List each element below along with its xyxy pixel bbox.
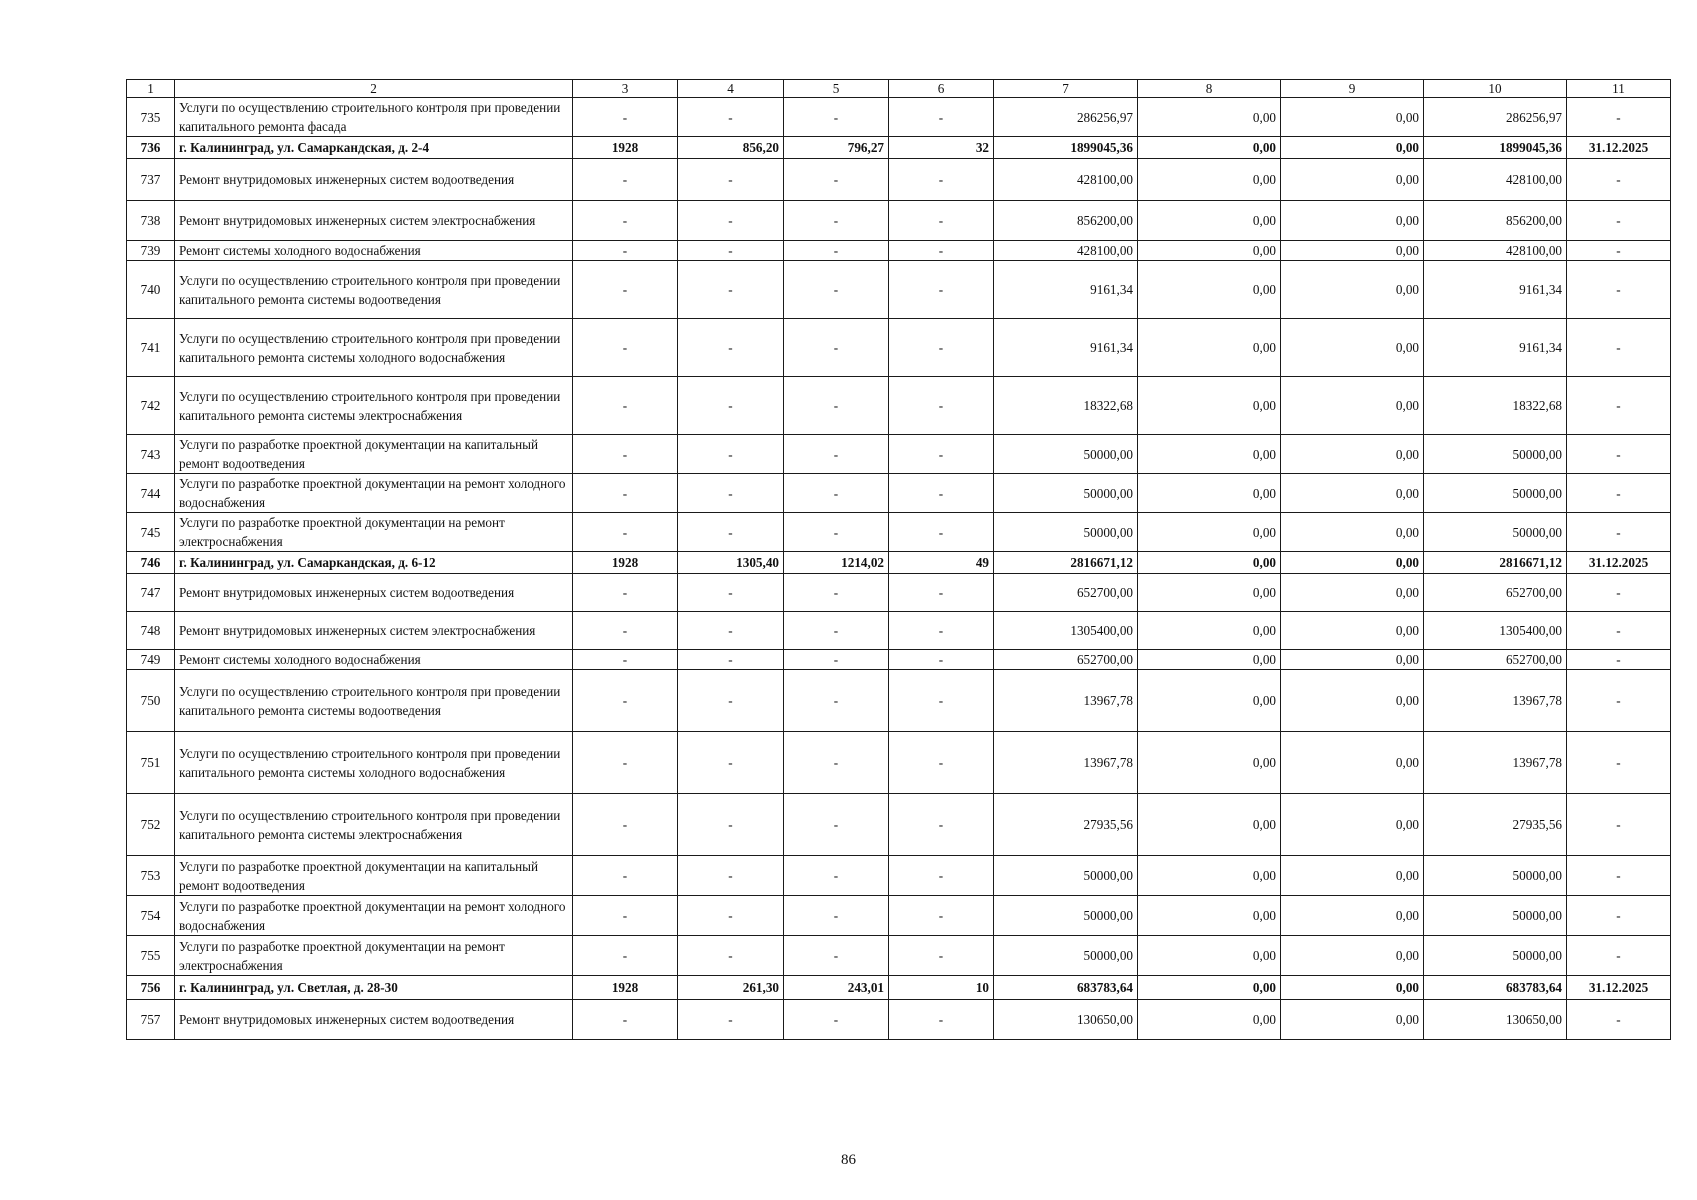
- column-number-row: [127, 80, 1671, 98]
- living-area-cell: -: [784, 241, 889, 261]
- total-cost-cell: 286256,97: [994, 98, 1138, 137]
- total-cost-cell: 856200,00: [994, 201, 1138, 241]
- completion-date-cell: 31.12.2025: [1567, 976, 1671, 1000]
- table-row: [127, 856, 1671, 896]
- living-area-cell: -: [784, 936, 889, 976]
- living-area-cell: -: [784, 670, 889, 732]
- fund-cost-cell: 0,00: [1138, 856, 1281, 896]
- table-row: [127, 201, 1671, 241]
- total-area-cell: -: [678, 319, 784, 377]
- budget-cost-cell: 0,00: [1281, 261, 1424, 319]
- owners-cost-cell: 856200,00: [1424, 201, 1567, 241]
- table-row: [127, 574, 1671, 612]
- total-cost-cell: 27935,56: [994, 794, 1138, 856]
- work-description-cell: г. Калининград, ул. Самаркандская, д. 2-4: [175, 137, 573, 159]
- row-number-cell: 748: [127, 612, 175, 650]
- total-cost-cell: 130650,00: [994, 1000, 1138, 1040]
- owners-cost-cell: 13967,78: [1424, 670, 1567, 732]
- build-year-cell: -: [573, 319, 678, 377]
- table-row: [127, 137, 1671, 159]
- column-header: 7: [994, 80, 1138, 98]
- residents-count-cell: -: [889, 1000, 994, 1040]
- total-cost-cell: 652700,00: [994, 650, 1138, 670]
- work-description-cell: Услуги по осуществлению строительного контроля при проведении капитального ремонта системы холодного водоснабжения: [175, 319, 573, 377]
- total-area-cell: -: [678, 201, 784, 241]
- work-description-cell: Услуги по разработке проектной документации на ремонт электроснабжения: [175, 936, 573, 976]
- row-number-cell: 752: [127, 794, 175, 856]
- residents-count-cell: 49: [889, 552, 994, 574]
- work-description-cell: г. Калининград, ул. Самаркандская, д. 6-12: [175, 552, 573, 574]
- budget-cost-cell: 0,00: [1281, 98, 1424, 137]
- fund-cost-cell: 0,00: [1138, 137, 1281, 159]
- table-row: [127, 377, 1671, 435]
- build-year-cell: 1928: [573, 976, 678, 1000]
- table-row: [127, 159, 1671, 201]
- completion-date-cell: 31.12.2025: [1567, 552, 1671, 574]
- total-area-cell: -: [678, 574, 784, 612]
- column-header: 3: [573, 80, 678, 98]
- fund-cost-cell: 0,00: [1138, 241, 1281, 261]
- owners-cost-cell: 652700,00: [1424, 574, 1567, 612]
- fund-cost-cell: 0,00: [1138, 377, 1281, 435]
- row-number-cell: 737: [127, 159, 175, 201]
- total-area-cell: -: [678, 1000, 784, 1040]
- budget-cost-cell: 0,00: [1281, 513, 1424, 552]
- residents-count-cell: -: [889, 98, 994, 137]
- living-area-cell: -: [784, 513, 889, 552]
- total-area-cell: -: [678, 936, 784, 976]
- living-area-cell: -: [784, 159, 889, 201]
- column-header: 11: [1567, 80, 1671, 98]
- build-year-cell: -: [573, 650, 678, 670]
- row-number-cell: 743: [127, 435, 175, 474]
- completion-date-cell: -: [1567, 670, 1671, 732]
- residents-count-cell: -: [889, 670, 994, 732]
- budget-cost-cell: 0,00: [1281, 241, 1424, 261]
- budget-cost-cell: 0,00: [1281, 552, 1424, 574]
- completion-date-cell: -: [1567, 1000, 1671, 1040]
- living-area-cell: -: [784, 650, 889, 670]
- build-year-cell: -: [573, 794, 678, 856]
- budget-cost-cell: 0,00: [1281, 474, 1424, 513]
- build-year-cell: -: [573, 241, 678, 261]
- fund-cost-cell: 0,00: [1138, 612, 1281, 650]
- total-area-cell: -: [678, 856, 784, 896]
- table-row: [127, 936, 1671, 976]
- owners-cost-cell: 2816671,12: [1424, 552, 1567, 574]
- column-header: 2: [175, 80, 573, 98]
- fund-cost-cell: 0,00: [1138, 794, 1281, 856]
- build-year-cell: -: [573, 159, 678, 201]
- row-number-cell: 757: [127, 1000, 175, 1040]
- row-number-cell: 735: [127, 98, 175, 137]
- total-cost-cell: 9161,34: [994, 319, 1138, 377]
- living-area-cell: -: [784, 201, 889, 241]
- build-year-cell: -: [573, 474, 678, 513]
- owners-cost-cell: 50000,00: [1424, 474, 1567, 513]
- total-cost-cell: 18322,68: [994, 377, 1138, 435]
- fund-cost-cell: 0,00: [1138, 650, 1281, 670]
- work-description-cell: Услуги по осуществлению строительного контроля при проведении капитального ремонта системы холодного водоснабжения: [175, 732, 573, 794]
- total-cost-cell: 50000,00: [994, 474, 1138, 513]
- fund-cost-cell: 0,00: [1138, 896, 1281, 936]
- budget-cost-cell: 0,00: [1281, 201, 1424, 241]
- living-area-cell: -: [784, 896, 889, 936]
- work-description-cell: Услуги по разработке проектной документации на ремонт электроснабжения: [175, 513, 573, 552]
- table-row: [127, 732, 1671, 794]
- total-cost-cell: 1899045,36: [994, 137, 1138, 159]
- build-year-cell: -: [573, 261, 678, 319]
- total-area-cell: -: [678, 794, 784, 856]
- living-area-cell: -: [784, 794, 889, 856]
- completion-date-cell: -: [1567, 435, 1671, 474]
- residents-count-cell: -: [889, 896, 994, 936]
- table-row: [127, 650, 1671, 670]
- page-number: 86: [841, 1152, 856, 1168]
- completion-date-cell: -: [1567, 856, 1671, 896]
- living-area-cell: 243,01: [784, 976, 889, 1000]
- work-description-cell: Услуги по разработке проектной документации на ремонт холодного водоснабжения: [175, 474, 573, 513]
- row-number-cell: 744: [127, 474, 175, 513]
- owners-cost-cell: 13967,78: [1424, 732, 1567, 794]
- total-cost-cell: 13967,78: [994, 732, 1138, 794]
- completion-date-cell: -: [1567, 474, 1671, 513]
- column-header: 9: [1281, 80, 1424, 98]
- residents-count-cell: -: [889, 732, 994, 794]
- table-row: [127, 552, 1671, 574]
- build-year-cell: -: [573, 936, 678, 976]
- total-cost-cell: 428100,00: [994, 241, 1138, 261]
- completion-date-cell: -: [1567, 241, 1671, 261]
- work-description-cell: Услуги по разработке проектной документации на капитальный ремонт водоотведения: [175, 435, 573, 474]
- table-row: [127, 319, 1671, 377]
- living-area-cell: -: [784, 474, 889, 513]
- completion-date-cell: -: [1567, 794, 1671, 856]
- residents-count-cell: -: [889, 650, 994, 670]
- residents-count-cell: -: [889, 435, 994, 474]
- completion-date-cell: -: [1567, 261, 1671, 319]
- owners-cost-cell: 50000,00: [1424, 513, 1567, 552]
- work-description-cell: Услуги по разработке проектной документации на ремонт холодного водоснабжения: [175, 896, 573, 936]
- column-header: 10: [1424, 80, 1567, 98]
- total-area-cell: -: [678, 435, 784, 474]
- total-area-cell: -: [678, 261, 784, 319]
- row-number-cell: 739: [127, 241, 175, 261]
- work-description-cell: Услуги по осуществлению строительного контроля при проведении капитального ремонта системы электроснабжения: [175, 377, 573, 435]
- owners-cost-cell: 50000,00: [1424, 435, 1567, 474]
- residents-count-cell: -: [889, 612, 994, 650]
- work-description-cell: Услуги по разработке проектной документации на капитальный ремонт водоотведения: [175, 856, 573, 896]
- fund-cost-cell: 0,00: [1138, 513, 1281, 552]
- row-number-cell: 749: [127, 650, 175, 670]
- row-number-cell: 754: [127, 896, 175, 936]
- row-number-cell: 742: [127, 377, 175, 435]
- residents-count-cell: -: [889, 241, 994, 261]
- living-area-cell: -: [784, 732, 889, 794]
- fund-cost-cell: 0,00: [1138, 474, 1281, 513]
- owners-cost-cell: 683783,64: [1424, 976, 1567, 1000]
- budget-cost-cell: 0,00: [1281, 732, 1424, 794]
- completion-date-cell: -: [1567, 612, 1671, 650]
- owners-cost-cell: 50000,00: [1424, 936, 1567, 976]
- column-header: 6: [889, 80, 994, 98]
- build-year-cell: -: [573, 201, 678, 241]
- completion-date-cell: -: [1567, 936, 1671, 976]
- residents-count-cell: -: [889, 474, 994, 513]
- table-row: [127, 612, 1671, 650]
- row-number-cell: 738: [127, 201, 175, 241]
- completion-date-cell: -: [1567, 319, 1671, 377]
- total-area-cell: -: [678, 612, 784, 650]
- total-cost-cell: 50000,00: [994, 896, 1138, 936]
- living-area-cell: -: [784, 1000, 889, 1040]
- budget-cost-cell: 0,00: [1281, 1000, 1424, 1040]
- fund-cost-cell: 0,00: [1138, 201, 1281, 241]
- fund-cost-cell: 0,00: [1138, 159, 1281, 201]
- work-description-cell: Ремонт внутридомовых инженерных систем электроснабжения: [175, 612, 573, 650]
- completion-date-cell: -: [1567, 159, 1671, 201]
- column-header: 5: [784, 80, 889, 98]
- row-number-cell: 741: [127, 319, 175, 377]
- build-year-cell: -: [573, 856, 678, 896]
- total-area-cell: -: [678, 241, 784, 261]
- budget-cost-cell: 0,00: [1281, 137, 1424, 159]
- living-area-cell: -: [784, 435, 889, 474]
- living-area-cell: -: [784, 261, 889, 319]
- table-row: [127, 474, 1671, 513]
- capital-repair-table: [126, 79, 1671, 1040]
- owners-cost-cell: 428100,00: [1424, 159, 1567, 201]
- completion-date-cell: -: [1567, 513, 1671, 552]
- living-area-cell: -: [784, 377, 889, 435]
- residents-count-cell: -: [889, 794, 994, 856]
- fund-cost-cell: 0,00: [1138, 435, 1281, 474]
- owners-cost-cell: 50000,00: [1424, 856, 1567, 896]
- living-area-cell: -: [784, 319, 889, 377]
- fund-cost-cell: 0,00: [1138, 98, 1281, 137]
- living-area-cell: 796,27: [784, 137, 889, 159]
- table-row: [127, 241, 1671, 261]
- owners-cost-cell: 9161,34: [1424, 319, 1567, 377]
- total-area-cell: 261,30: [678, 976, 784, 1000]
- fund-cost-cell: 0,00: [1138, 319, 1281, 377]
- work-description-cell: Услуги по осуществлению строительного контроля при проведении капитального ремонта системы водоотведения: [175, 261, 573, 319]
- build-year-cell: -: [573, 732, 678, 794]
- total-area-cell: -: [678, 474, 784, 513]
- build-year-cell: -: [573, 513, 678, 552]
- fund-cost-cell: 0,00: [1138, 732, 1281, 794]
- completion-date-cell: -: [1567, 732, 1671, 794]
- row-number-cell: 740: [127, 261, 175, 319]
- fund-cost-cell: 0,00: [1138, 552, 1281, 574]
- work-description-cell: Ремонт внутридомовых инженерных систем водоотведения: [175, 574, 573, 612]
- row-number-cell: 756: [127, 976, 175, 1000]
- row-number-cell: 753: [127, 856, 175, 896]
- residents-count-cell: -: [889, 201, 994, 241]
- work-description-cell: Ремонт системы холодного водоснабжения: [175, 650, 573, 670]
- build-year-cell: -: [573, 98, 678, 137]
- work-description-cell: Ремонт внутридомовых инженерных систем водоотведения: [175, 1000, 573, 1040]
- completion-date-cell: -: [1567, 574, 1671, 612]
- build-year-cell: -: [573, 670, 678, 732]
- residents-count-cell: -: [889, 856, 994, 896]
- budget-cost-cell: 0,00: [1281, 670, 1424, 732]
- table-row: [127, 261, 1671, 319]
- row-number-cell: 755: [127, 936, 175, 976]
- living-area-cell: -: [784, 856, 889, 896]
- budget-cost-cell: 0,00: [1281, 159, 1424, 201]
- owners-cost-cell: 18322,68: [1424, 377, 1567, 435]
- total-area-cell: -: [678, 670, 784, 732]
- row-number-cell: 736: [127, 137, 175, 159]
- total-cost-cell: 50000,00: [994, 856, 1138, 896]
- residents-count-cell: 32: [889, 137, 994, 159]
- owners-cost-cell: 50000,00: [1424, 896, 1567, 936]
- total-cost-cell: 50000,00: [994, 936, 1138, 976]
- budget-cost-cell: 0,00: [1281, 976, 1424, 1000]
- total-cost-cell: 428100,00: [994, 159, 1138, 201]
- table-row: [127, 976, 1671, 1000]
- build-year-cell: -: [573, 377, 678, 435]
- total-cost-cell: 9161,34: [994, 261, 1138, 319]
- total-area-cell: 856,20: [678, 137, 784, 159]
- build-year-cell: -: [573, 574, 678, 612]
- total-cost-cell: 13967,78: [994, 670, 1138, 732]
- budget-cost-cell: 0,00: [1281, 435, 1424, 474]
- total-area-cell: -: [678, 732, 784, 794]
- completion-date-cell: 31.12.2025: [1567, 137, 1671, 159]
- table-row: [127, 670, 1671, 732]
- budget-cost-cell: 0,00: [1281, 936, 1424, 976]
- living-area-cell: -: [784, 574, 889, 612]
- fund-cost-cell: 0,00: [1138, 1000, 1281, 1040]
- column-header: 1: [127, 80, 175, 98]
- work-description-cell: Ремонт системы холодного водоснабжения: [175, 241, 573, 261]
- living-area-cell: -: [784, 612, 889, 650]
- table-row: [127, 435, 1671, 474]
- table-row: [127, 794, 1671, 856]
- total-area-cell: -: [678, 159, 784, 201]
- work-description-cell: Услуги по осуществлению строительного контроля при проведении капитального ремонта системы электроснабжения: [175, 794, 573, 856]
- column-header: 4: [678, 80, 784, 98]
- owners-cost-cell: 130650,00: [1424, 1000, 1567, 1040]
- total-area-cell: -: [678, 98, 784, 137]
- residents-count-cell: -: [889, 513, 994, 552]
- owners-cost-cell: 286256,97: [1424, 98, 1567, 137]
- budget-cost-cell: 0,00: [1281, 896, 1424, 936]
- budget-cost-cell: 0,00: [1281, 794, 1424, 856]
- total-cost-cell: 50000,00: [994, 513, 1138, 552]
- fund-cost-cell: 0,00: [1138, 936, 1281, 976]
- fund-cost-cell: 0,00: [1138, 574, 1281, 612]
- table-row: [127, 98, 1671, 137]
- residents-count-cell: -: [889, 159, 994, 201]
- owners-cost-cell: 1305400,00: [1424, 612, 1567, 650]
- table-row: [127, 1000, 1671, 1040]
- row-number-cell: 747: [127, 574, 175, 612]
- build-year-cell: -: [573, 435, 678, 474]
- completion-date-cell: -: [1567, 896, 1671, 936]
- work-description-cell: Услуги по осуществлению строительного контроля при проведении капитального ремонта системы водоотведения: [175, 670, 573, 732]
- completion-date-cell: -: [1567, 650, 1671, 670]
- budget-cost-cell: 0,00: [1281, 650, 1424, 670]
- living-area-cell: 1214,02: [784, 552, 889, 574]
- total-area-cell: -: [678, 513, 784, 552]
- owners-cost-cell: 652700,00: [1424, 650, 1567, 670]
- total-cost-cell: 2816671,12: [994, 552, 1138, 574]
- work-description-cell: Услуги по осуществлению строительного контроля при проведении капитального ремонта фасада: [175, 98, 573, 137]
- completion-date-cell: -: [1567, 201, 1671, 241]
- table-row: [127, 513, 1671, 552]
- residents-count-cell: 10: [889, 976, 994, 1000]
- living-area-cell: -: [784, 98, 889, 137]
- work-description-cell: Ремонт внутридомовых инженерных систем водоотведения: [175, 159, 573, 201]
- build-year-cell: -: [573, 612, 678, 650]
- fund-cost-cell: 0,00: [1138, 261, 1281, 319]
- residents-count-cell: -: [889, 319, 994, 377]
- row-number-cell: 751: [127, 732, 175, 794]
- row-number-cell: 745: [127, 513, 175, 552]
- total-area-cell: -: [678, 377, 784, 435]
- total-area-cell: 1305,40: [678, 552, 784, 574]
- row-number-cell: 746: [127, 552, 175, 574]
- completion-date-cell: -: [1567, 377, 1671, 435]
- fund-cost-cell: 0,00: [1138, 670, 1281, 732]
- residents-count-cell: -: [889, 377, 994, 435]
- owners-cost-cell: 428100,00: [1424, 241, 1567, 261]
- total-cost-cell: 683783,64: [994, 976, 1138, 1000]
- total-area-cell: -: [678, 896, 784, 936]
- row-number-cell: 750: [127, 670, 175, 732]
- completion-date-cell: -: [1567, 98, 1671, 137]
- build-year-cell: -: [573, 1000, 678, 1040]
- owners-cost-cell: 1899045,36: [1424, 137, 1567, 159]
- total-cost-cell: 50000,00: [994, 435, 1138, 474]
- build-year-cell: 1928: [573, 137, 678, 159]
- total-cost-cell: 1305400,00: [994, 612, 1138, 650]
- budget-cost-cell: 0,00: [1281, 856, 1424, 896]
- total-cost-cell: 652700,00: [994, 574, 1138, 612]
- document-page: [126, 79, 1670, 1040]
- residents-count-cell: -: [889, 936, 994, 976]
- total-area-cell: -: [678, 650, 784, 670]
- owners-cost-cell: 9161,34: [1424, 261, 1567, 319]
- fund-cost-cell: 0,00: [1138, 976, 1281, 1000]
- residents-count-cell: -: [889, 574, 994, 612]
- budget-cost-cell: 0,00: [1281, 319, 1424, 377]
- work-description-cell: г. Калининград, ул. Светлая, д. 28-30: [175, 976, 573, 1000]
- column-header: 8: [1138, 80, 1281, 98]
- residents-count-cell: -: [889, 261, 994, 319]
- table-row: [127, 896, 1671, 936]
- build-year-cell: -: [573, 896, 678, 936]
- budget-cost-cell: 0,00: [1281, 612, 1424, 650]
- budget-cost-cell: 0,00: [1281, 574, 1424, 612]
- build-year-cell: 1928: [573, 552, 678, 574]
- table-body: [127, 80, 1671, 1040]
- owners-cost-cell: 27935,56: [1424, 794, 1567, 856]
- budget-cost-cell: 0,00: [1281, 377, 1424, 435]
- work-description-cell: Ремонт внутридомовых инженерных систем электроснабжения: [175, 201, 573, 241]
